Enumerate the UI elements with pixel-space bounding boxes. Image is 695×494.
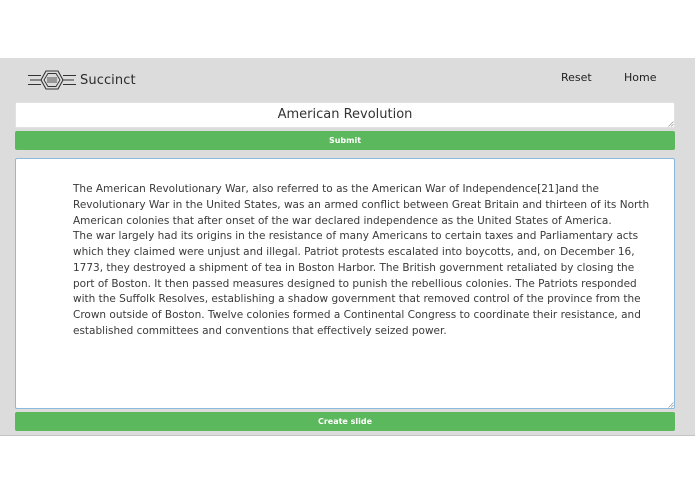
navbar bbox=[0, 58, 695, 100]
resize-grip-icon[interactable] bbox=[668, 402, 674, 408]
brand-link[interactable] bbox=[27, 68, 136, 92]
home-link[interactable]: Home bbox=[624, 71, 657, 84]
logo-icon bbox=[27, 68, 77, 92]
create-slide-button[interactable]: Create slide bbox=[15, 412, 675, 431]
reset-link[interactable]: Reset bbox=[561, 71, 592, 84]
submit-button[interactable]: Submit bbox=[15, 131, 675, 150]
content-textarea[interactable] bbox=[15, 158, 675, 409]
topic-input[interactable] bbox=[15, 102, 675, 128]
resize-grip-icon[interactable] bbox=[668, 121, 674, 127]
brand-name: Succinct bbox=[80, 72, 136, 88]
app-panel bbox=[0, 58, 695, 436]
